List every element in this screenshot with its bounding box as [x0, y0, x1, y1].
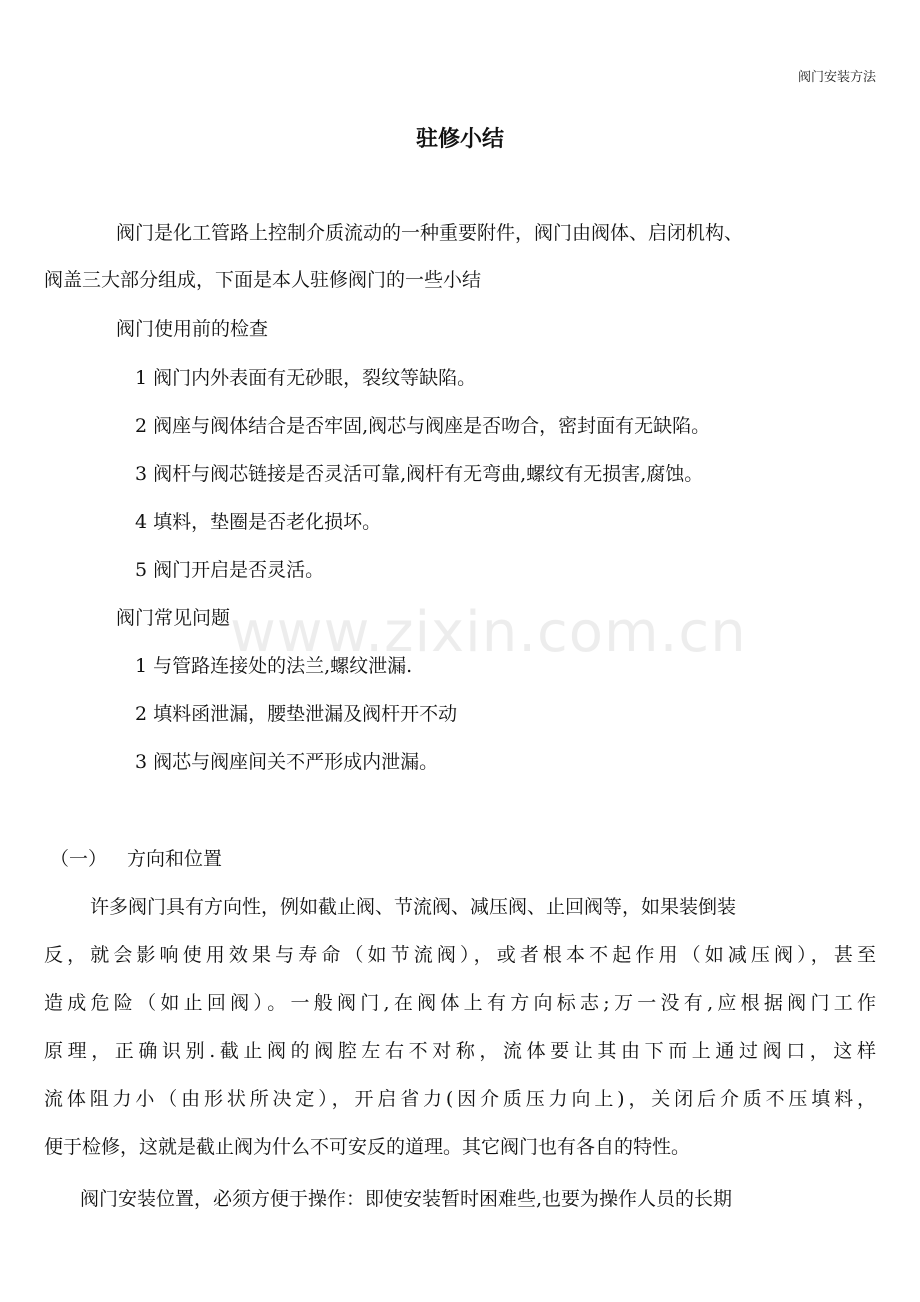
check-section-heading: 阀门使用前的检查 [116, 318, 269, 340]
check-item-3: 3 阀杆与阀芯链接是否灵活可靠,阀杆有无弯曲,螺纹有无损害,腐蚀。 [135, 463, 704, 485]
section-one-para-line-6: 便于检修，这就是截止阀为什么不可安反的道理。其它阀门也有各自的特性。 [44, 1136, 691, 1158]
check-item-2: 2 阀座与阀体结合是否牢固,阀芯与阀座是否吻合，密封面有无缺陷。 [135, 415, 711, 437]
check-item-5: 5 阀门开启是否灵活。 [135, 559, 325, 581]
section-one-heading: 方向和位置 [127, 848, 223, 870]
problem-item-1: 1 与管路连接处的法兰,螺纹泄漏. [135, 655, 413, 677]
check-item-1: 1 阀门内外表面有无砂眼，裂纹等缺陷。 [135, 367, 477, 389]
section-one-para-line-1: 许多阀门具有方向性，例如截止阀、节流阀、减压阀、止回阀等，如果装倒装 [90, 896, 737, 918]
section-one-para-line-5: 流体阻力小（由形状所决定），开启省力(因介质压力向上)，关闭后介质不压填料， [44, 1088, 876, 1110]
section-one-para-line-4: 原理，正确识别.截止阀的阀腔左右不对称，流体要让其由下而上通过阀口，这样 [44, 1040, 876, 1062]
page-title: 驻修小结 [415, 127, 504, 152]
problem-item-2: 2 填料函泄漏，腰垫泄漏及阀杆开不动 [135, 703, 458, 725]
problem-section-heading: 阀门常见问题 [116, 607, 231, 629]
document-header-label: 阀门安装方法 [797, 70, 876, 85]
intro-line-1: 阀门是化工管路上控制介质流动的一种重要附件，阀门由阀体、启闭机构、 [116, 222, 744, 244]
section-one-marker: （一） [50, 848, 108, 870]
watermark-text: www.zixin.com.cn [230, 600, 747, 665]
problem-item-3: 3 阀芯与阀座间关不严形成内泄漏。 [135, 751, 439, 773]
section-one-heading-row [50, 844, 222, 874]
section-one-para-line-3: 造成危险（如止回阀）。一般阀门,在阀体上有方向标志;万一没有,应根据阀门工作 [44, 992, 876, 1014]
intro-line-2: 阀盖三大部分组成，下面是本人驻修阀门的一些小结 [44, 269, 482, 291]
section-one-para-line-2: 反，就会影响使用效果与寿命（如节流阀），或者根本不起作用（如减压阀），甚至 [44, 944, 876, 966]
section-one-next-line: 阀门安装位置，必须方便于操作：即使安装暂时困难些,也要为操作人员的长期 [80, 1188, 733, 1210]
check-item-4: 4 填料，垫圈是否老化损坏。 [135, 511, 382, 533]
